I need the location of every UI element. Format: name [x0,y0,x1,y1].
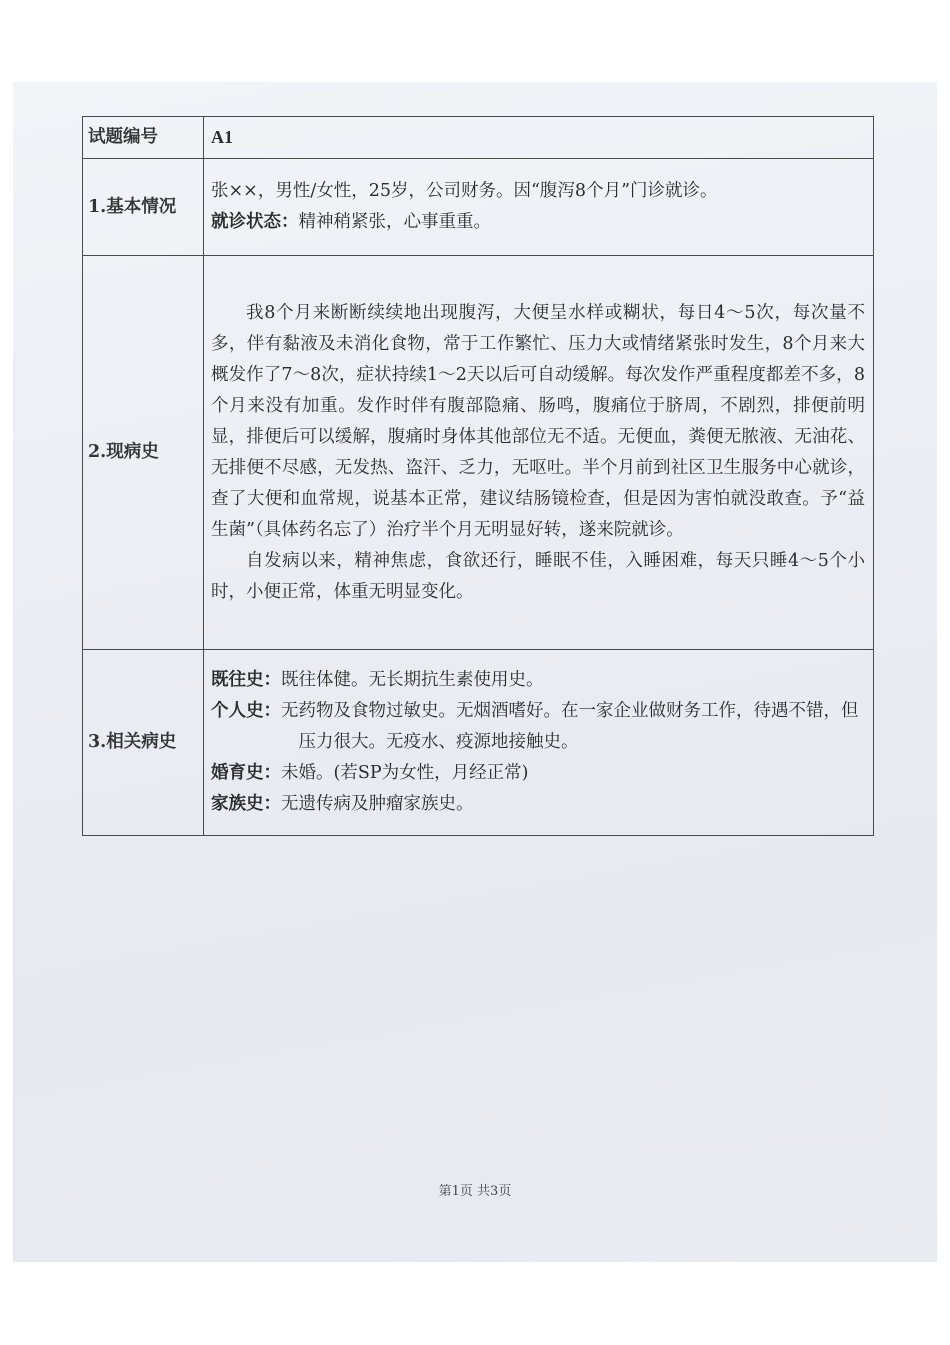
present-illness-label: 2.现病史 [83,256,204,650]
row-question-id [83,117,874,159]
present-illness-paragraph-2: 自发病以来，精神焦虑，食欲还行，睡眠不佳，入睡困难，每天只睡4～5个小时，小便正常，体重无明显变化。 [211,550,865,602]
personal-history-key: 个人史： [211,701,281,721]
row-basic-info [83,159,874,256]
visit-status-key: 就诊状态： [211,212,299,232]
past-history-value: 既往体健。无长期抗生素使用史。 [281,670,544,690]
marital-history [211,758,865,789]
case-table [82,116,874,836]
question-id-label: 试题编号 [83,117,204,159]
row-present-illness [83,256,874,650]
marital-history-value: 未婚。(若SP为女性，月经正常) [281,763,529,783]
page-number: 第1页 共3页 [438,1184,512,1199]
family-history-key: 家族史： [211,794,281,814]
past-history-key: 既往史： [211,670,281,690]
personal-history-value: 无药物及食物过敏史。无烟酒嗜好。在一家企业做财务工作，待遇不错，但压力很大。无疫水、疫源地接触史。 [281,701,859,752]
past-history [211,665,865,696]
basic-info-label: 1.基本情况 [83,159,204,256]
personal-history [211,696,865,758]
row-related-history [83,650,874,836]
question-id-value: A1 [211,126,233,147]
family-history-value: 无遗传病及肿瘤家族史。 [281,794,474,814]
present-illness-paragraph-1: 我8个月来断断续续地出现腹泻，大便呈水样或糊状，每日4～5次，每次量不多，伴有黏液及未消化食物，常于工作繁忙、压力大或情绪紧张时发生，8个月来大概发作了7～8次，症状持续1～2天以后可自动缓解。每次发作严重程度都差不多，8个月来没有加重。发作时伴有腹部隐痛、肠鸣，腹痛位于脐周，不剧烈，排便前明显，排便后可以缓解，腹痛时身体其他部位无不适。无便血，粪便无脓液、无油花、无排便不尽感，无发热、盗汗、乏力，无呕吐。半个月前到社区卫生服务中心就诊，查了大便和血常规，说基本正常，建议结肠镜检查，但是因为害怕就没敢查。予“益生菌”（具体药名忘了）治疗半个月无明显好转，遂来院就诊。 [211,302,865,540]
basic-info-line: 张××，男性/女性，25岁，公司财务。因“腹泻8个月”门诊就诊。 [211,181,718,201]
related-history-label: 3.相关病史 [83,650,204,836]
marital-history-key: 婚育史： [211,763,281,783]
family-history [211,789,865,820]
visit-status-value: 精神稍紧张，心事重重。 [298,212,491,232]
